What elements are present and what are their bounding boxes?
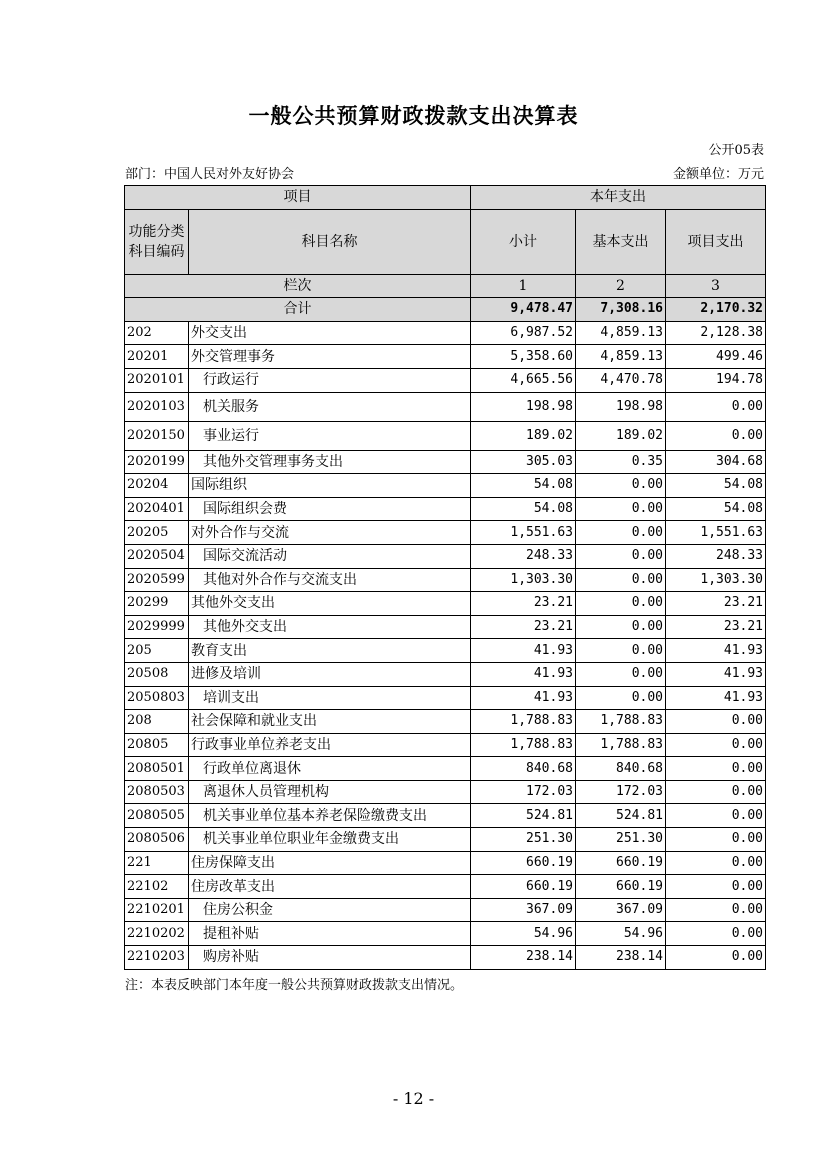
row-project: 41.93 <box>666 662 766 686</box>
row-basic: 0.00 <box>576 544 666 568</box>
row-project: 0.00 <box>666 922 766 946</box>
row-basic: 0.00 <box>576 592 666 616</box>
table-row <box>125 368 766 392</box>
row-name: 机关事业单位基本养老保险缴费支出 <box>189 804 471 828</box>
row-subtotal: 251.30 <box>471 828 576 852</box>
row-subtotal: 41.93 <box>471 662 576 686</box>
table-row <box>125 710 766 734</box>
table-row <box>125 474 766 498</box>
row-subtotal: 524.81 <box>471 804 576 828</box>
table-row <box>125 875 766 899</box>
row-code: 20205 <box>125 521 189 545</box>
total-project: 2,170.32 <box>666 298 766 322</box>
row-subtotal: 1,788.83 <box>471 733 576 757</box>
header-subtotal: 小计 <box>471 209 576 274</box>
table-row <box>125 804 766 828</box>
row-basic: 524.81 <box>576 804 666 828</box>
row-basic: 4,859.13 <box>576 321 666 345</box>
row-project: 0.00 <box>666 757 766 781</box>
total-basic: 7,308.16 <box>576 298 666 322</box>
row-basic: 840.68 <box>576 757 666 781</box>
form-code: 公开05表 <box>708 143 764 158</box>
expenditure-table <box>124 185 766 970</box>
row-subtotal: 660.19 <box>471 851 576 875</box>
row-code: 2020199 <box>125 450 189 474</box>
row-basic: 198.98 <box>576 392 666 421</box>
row-project: 41.93 <box>666 639 766 663</box>
row-name: 教育支出 <box>189 639 471 663</box>
row-subtotal: 6,987.52 <box>471 321 576 345</box>
row-project: 23.21 <box>666 592 766 616</box>
row-code: 2020599 <box>125 568 189 592</box>
footnote: 注：本表反映部门本年度一般公共预算财政拨款支出情况。 <box>125 978 464 993</box>
header-row-columns <box>125 274 766 298</box>
row-subtotal: 23.21 <box>471 592 576 616</box>
header-column-label: 栏次 <box>125 274 471 298</box>
row-basic: 0.00 <box>576 686 666 710</box>
row-subtotal: 54.08 <box>471 474 576 498</box>
row-basic: 251.30 <box>576 828 666 852</box>
row-project: 499.46 <box>666 345 766 369</box>
table-row <box>125 898 766 922</box>
row-code: 2020150 <box>125 421 189 450</box>
row-basic: 660.19 <box>576 851 666 875</box>
total-subtotal: 9,478.47 <box>471 298 576 322</box>
row-basic: 0.00 <box>576 568 666 592</box>
row-project: 0.00 <box>666 804 766 828</box>
row-name: 行政事业单位养老支出 <box>189 733 471 757</box>
row-name: 提租补贴 <box>189 922 471 946</box>
table-row <box>125 946 766 970</box>
table-row <box>125 544 766 568</box>
row-code: 2080501 <box>125 757 189 781</box>
row-code: 2210203 <box>125 946 189 970</box>
row-project: 54.08 <box>666 497 766 521</box>
row-subtotal: 1,788.83 <box>471 710 576 734</box>
row-name: 购房补贴 <box>189 946 471 970</box>
row-project: 23.21 <box>666 615 766 639</box>
table-row <box>125 662 766 686</box>
row-name: 离退休人员管理机构 <box>189 780 471 804</box>
row-name: 培训支出 <box>189 686 471 710</box>
row-basic: 172.03 <box>576 780 666 804</box>
row-name: 对外合作与交流 <box>189 521 471 545</box>
row-code: 20201 <box>125 345 189 369</box>
header-basic: 基本支出 <box>576 209 666 274</box>
row-project: 0.00 <box>666 851 766 875</box>
row-basic: 0.00 <box>576 615 666 639</box>
row-name: 国际组织会费 <box>189 497 471 521</box>
row-code: 2080506 <box>125 828 189 852</box>
row-basic: 0.00 <box>576 662 666 686</box>
row-name: 社会保障和就业支出 <box>189 710 471 734</box>
page-number: - 12 - <box>392 1089 435 1108</box>
table-row <box>125 497 766 521</box>
row-name: 其他外交管理事务支出 <box>189 450 471 474</box>
header-project: 项目支出 <box>666 209 766 274</box>
row-project: 0.00 <box>666 421 766 450</box>
row-name: 其他外交支出 <box>189 615 471 639</box>
row-subtotal: 23.21 <box>471 615 576 639</box>
row-basic: 0.00 <box>576 474 666 498</box>
row-subtotal: 660.19 <box>471 875 576 899</box>
table-row <box>125 392 766 421</box>
row-name: 行政运行 <box>189 368 471 392</box>
page-title: 一般公共预算财政拨款支出决算表 <box>248 104 579 128</box>
row-basic: 1,788.83 <box>576 710 666 734</box>
row-name: 外交支出 <box>189 321 471 345</box>
row-project: 0.00 <box>666 875 766 899</box>
row-basic: 367.09 <box>576 898 666 922</box>
row-code: 2020101 <box>125 368 189 392</box>
row-name: 事业运行 <box>189 421 471 450</box>
row-basic: 0.35 <box>576 450 666 474</box>
row-project: 0.00 <box>666 392 766 421</box>
row-basic: 189.02 <box>576 421 666 450</box>
row-project: 248.33 <box>666 544 766 568</box>
row-name: 外交管理事务 <box>189 345 471 369</box>
row-name: 行政单位离退休 <box>189 757 471 781</box>
row-basic: 0.00 <box>576 639 666 663</box>
row-basic: 238.14 <box>576 946 666 970</box>
row-name: 进修及培训 <box>189 662 471 686</box>
row-code: 20204 <box>125 474 189 498</box>
row-code: 20805 <box>125 733 189 757</box>
row-code: 2020103 <box>125 392 189 421</box>
row-code: 22102 <box>125 875 189 899</box>
row-subtotal: 1,551.63 <box>471 521 576 545</box>
table-row <box>125 615 766 639</box>
row-project: 0.00 <box>666 710 766 734</box>
total-row <box>125 298 766 322</box>
row-project: 304.68 <box>666 450 766 474</box>
table-row <box>125 521 766 545</box>
row-project: 0.00 <box>666 828 766 852</box>
row-basic: 54.96 <box>576 922 666 946</box>
row-subtotal: 189.02 <box>471 421 576 450</box>
row-subtotal: 41.93 <box>471 686 576 710</box>
row-project: 0.00 <box>666 898 766 922</box>
row-basic: 0.00 <box>576 521 666 545</box>
row-project: 41.93 <box>666 686 766 710</box>
row-name: 住房保障支出 <box>189 851 471 875</box>
row-name: 机关服务 <box>189 392 471 421</box>
row-code: 2080505 <box>125 804 189 828</box>
table-row <box>125 592 766 616</box>
row-subtotal: 5,358.60 <box>471 345 576 369</box>
row-code: 20299 <box>125 592 189 616</box>
table-row <box>125 733 766 757</box>
header-row-1 <box>125 186 766 210</box>
row-project: 194.78 <box>666 368 766 392</box>
row-code: 205 <box>125 639 189 663</box>
row-name: 国际组织 <box>189 474 471 498</box>
row-name: 其他对外合作与交流支出 <box>189 568 471 592</box>
row-subtotal: 4,665.56 <box>471 368 576 392</box>
row-subtotal: 54.96 <box>471 922 576 946</box>
row-code: 221 <box>125 851 189 875</box>
row-code: 2020401 <box>125 497 189 521</box>
total-label: 合计 <box>125 298 471 322</box>
row-code: 2029999 <box>125 615 189 639</box>
row-basic: 4,859.13 <box>576 345 666 369</box>
table-row <box>125 421 766 450</box>
row-project: 1,551.63 <box>666 521 766 545</box>
row-subtotal: 41.93 <box>471 639 576 663</box>
row-subtotal: 54.08 <box>471 497 576 521</box>
row-name: 其他外交支出 <box>189 592 471 616</box>
table-row <box>125 780 766 804</box>
table-row <box>125 639 766 663</box>
row-name: 住房公积金 <box>189 898 471 922</box>
row-code: 2210202 <box>125 922 189 946</box>
table-row <box>125 450 766 474</box>
header-name: 科目名称 <box>189 209 471 274</box>
table-row <box>125 922 766 946</box>
row-basic: 1,788.83 <box>576 733 666 757</box>
row-project: 0.00 <box>666 733 766 757</box>
row-subtotal: 238.14 <box>471 946 576 970</box>
row-name: 国际交流活动 <box>189 544 471 568</box>
row-subtotal: 367.09 <box>471 898 576 922</box>
table-row <box>125 686 766 710</box>
row-name: 住房改革支出 <box>189 875 471 899</box>
header-code: 功能分类科目编码 <box>125 209 189 274</box>
row-code: 2210201 <box>125 898 189 922</box>
header-col-3: 3 <box>666 274 766 298</box>
row-code: 2020504 <box>125 544 189 568</box>
row-subtotal: 172.03 <box>471 780 576 804</box>
row-code: 208 <box>125 710 189 734</box>
row-code: 202 <box>125 321 189 345</box>
row-subtotal: 840.68 <box>471 757 576 781</box>
table-row <box>125 851 766 875</box>
row-subtotal: 198.98 <box>471 392 576 421</box>
row-project: 2,128.38 <box>666 321 766 345</box>
header-current-year: 本年支出 <box>471 186 766 210</box>
row-code: 20508 <box>125 662 189 686</box>
header-row-2 <box>125 209 766 274</box>
table-row <box>125 321 766 345</box>
row-name: 机关事业单位职业年金缴费支出 <box>189 828 471 852</box>
department-label: 部门：中国人民对外友好协会 <box>125 167 295 182</box>
row-project: 0.00 <box>666 946 766 970</box>
row-code: 2080503 <box>125 780 189 804</box>
table-row <box>125 345 766 369</box>
row-basic: 0.00 <box>576 497 666 521</box>
row-project: 54.08 <box>666 474 766 498</box>
row-project: 1,303.30 <box>666 568 766 592</box>
table-row <box>125 757 766 781</box>
header-col-2: 2 <box>576 274 666 298</box>
table-row <box>125 568 766 592</box>
header-col-1: 1 <box>471 274 576 298</box>
table-row <box>125 828 766 852</box>
row-code: 2050803 <box>125 686 189 710</box>
row-subtotal: 248.33 <box>471 544 576 568</box>
row-basic: 660.19 <box>576 875 666 899</box>
row-subtotal: 305.03 <box>471 450 576 474</box>
row-basic: 4,470.78 <box>576 368 666 392</box>
header-item: 项目 <box>125 186 471 210</box>
row-project: 0.00 <box>666 780 766 804</box>
unit-label: 金额单位：万元 <box>672 167 764 182</box>
row-subtotal: 1,303.30 <box>471 568 576 592</box>
